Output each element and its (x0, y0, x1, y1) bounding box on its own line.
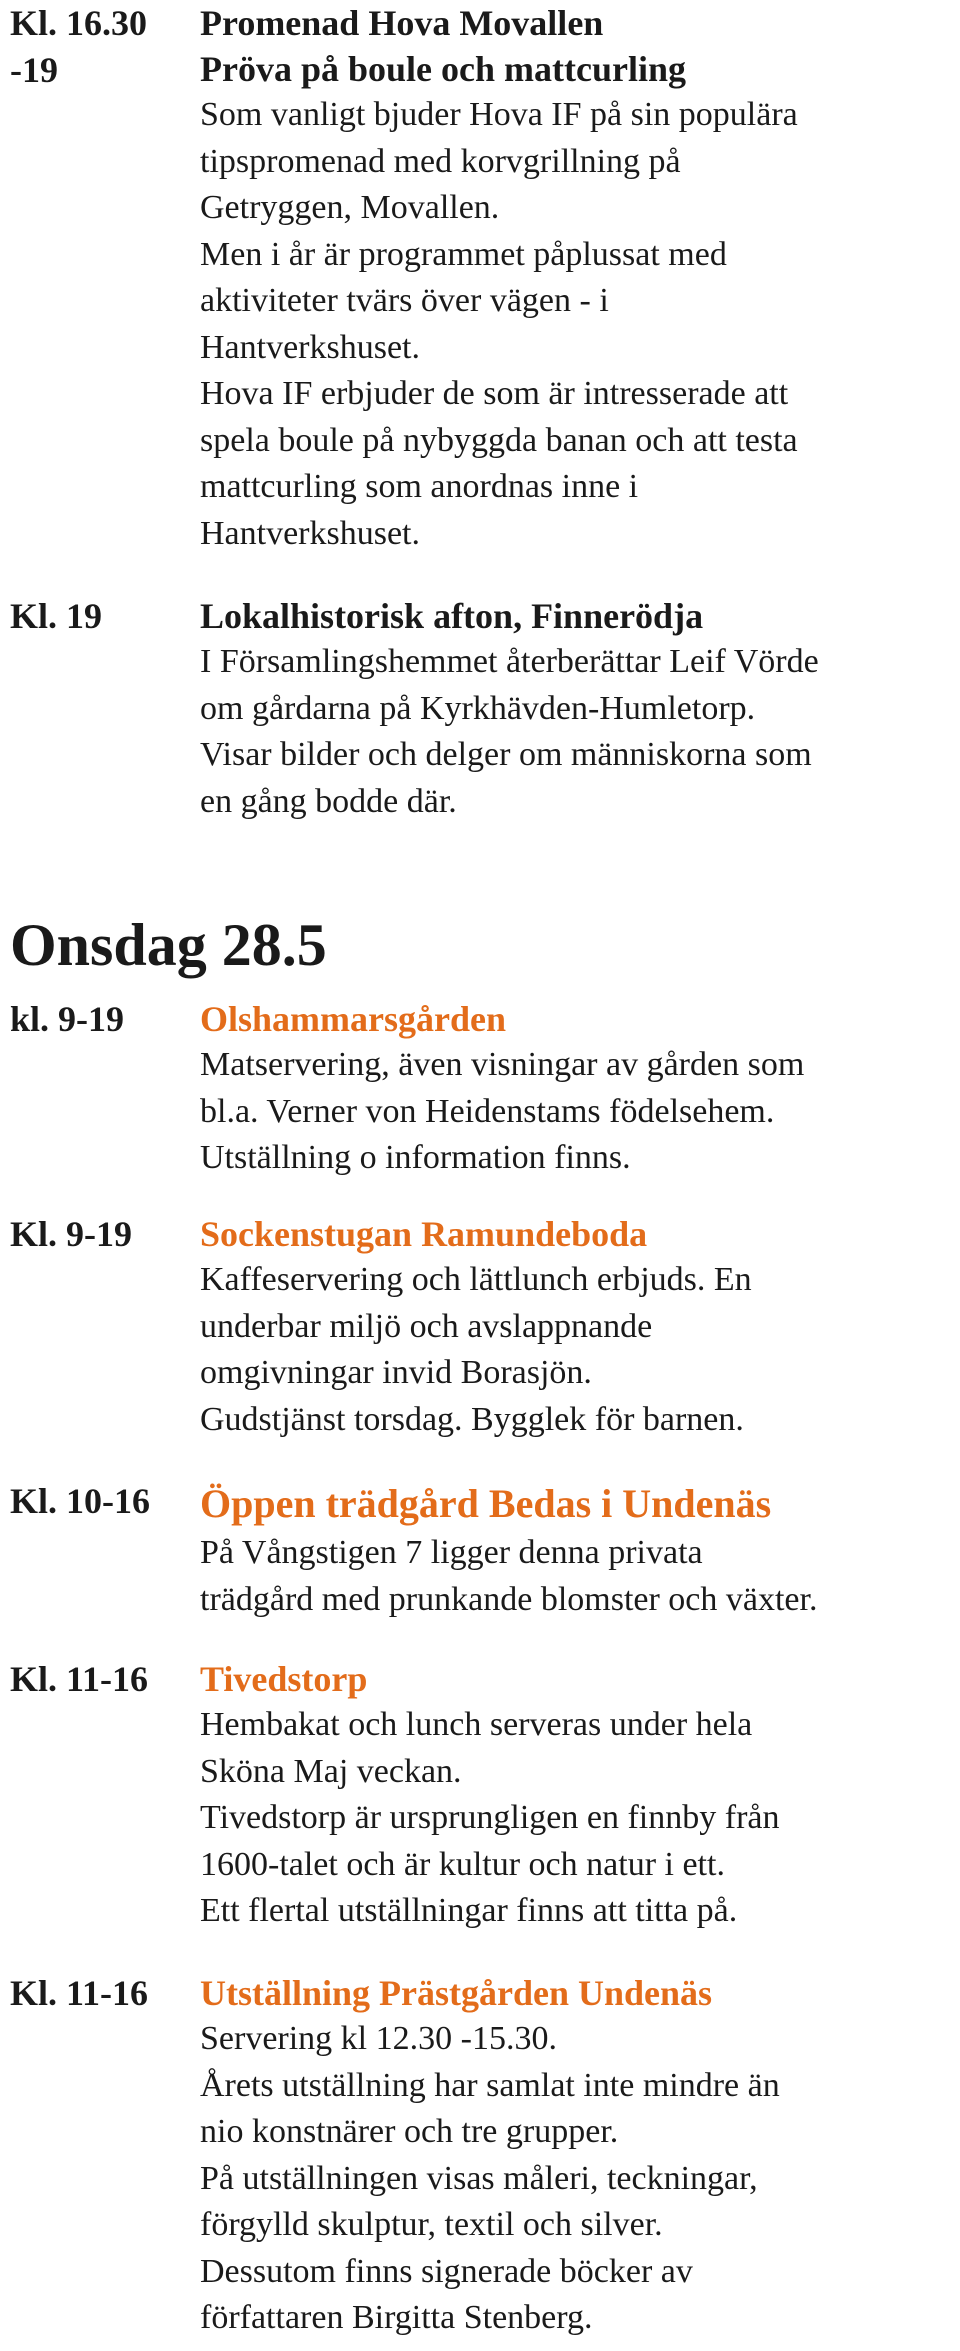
event-title: Öppen trädgård Bedas i Undenäs (200, 1481, 772, 1526)
description-line: underbar miljö och avslappnande (200, 1307, 653, 1345)
event-content (200, 1970, 960, 2342)
description-line: om gårdarna på Kyrkhävden-Humletorp. (200, 689, 756, 727)
description-line: Årets utställning har samlat inte mindre än (200, 2066, 780, 2104)
description-line: Sköna Maj veckan. (200, 1752, 462, 1790)
description-line: Visar bilder och delger om människorna som (200, 736, 812, 773)
event-title: Olshammarsgården (200, 999, 506, 1039)
description-line: Dessutom finns signerade böcker av (200, 2252, 693, 2290)
event-time: Kl. 9-19 (10, 1214, 132, 1254)
description-line: trädgård med prunkande blomster och växter. (200, 1580, 818, 1618)
event-description (200, 1042, 960, 1182)
event-title: Promenad Hova Movallen Pröva på boule och mattcurling (200, 3, 686, 89)
description-line: Kaffeservering och lättlunch erbjuds. En (200, 1261, 752, 1298)
description-line: Gudstjänst torsdag. Bygglek för barnen. (200, 1400, 744, 1438)
description-line: en gång bodde där. (200, 782, 457, 820)
description-line: tipspromenad med korvgrillning på (200, 142, 681, 180)
event-content (200, 1656, 960, 1935)
event-time: kl. 9-19 (10, 999, 125, 1039)
event-content (200, 593, 960, 825)
event-title: Tivedstorp (200, 1659, 368, 1699)
description-line: Servering kl 12.30 -15.30. (200, 2020, 557, 2057)
event-time: Kl. 16.30 -19 (10, 3, 148, 90)
event-description (200, 1257, 960, 1443)
event-time: Kl. 10-16 (10, 1481, 150, 1521)
description-line: Hembakat och lunch serveras under hela (200, 1706, 753, 1743)
event-description (200, 639, 960, 825)
description-line: Hantverkshuset. (200, 328, 421, 366)
description-line: förgylld skulptur, textil och silver. (200, 2206, 663, 2243)
description-line: Hova IF erbjuder de som är intresserade att (200, 375, 789, 412)
description-line: Men i år är programmet påplussat med (200, 235, 727, 273)
description-line: bl.a. Verner von Heidenstams födelsehem. (200, 1092, 775, 1130)
event-description (200, 1702, 960, 1935)
description-line: nio konstnärer och tre grupper. (200, 2113, 619, 2150)
description-line: Hantverkshuset. (200, 514, 421, 552)
event-description (200, 2016, 960, 2342)
event-description (200, 92, 960, 557)
event-content (200, 996, 960, 1182)
description-line: spela boule på nybyggda banan och att testa (200, 421, 798, 459)
event-title: Utställning Prästgården Undenäs (200, 1973, 713, 2013)
event-content (200, 1211, 960, 1443)
event-time: Kl. 19 (10, 596, 103, 636)
description-line: På utställningen visas måleri, teckningar, (200, 2159, 758, 2197)
description-line: Matservering, även visningar av gården som (200, 1046, 805, 1083)
event-content (200, 0, 960, 557)
description-line: författaren Birgitta Stenberg. (200, 2299, 593, 2336)
description-line: Ett flertal utställningar finns att titta på. (200, 1892, 738, 1929)
description-line: Som vanligt bjuder Hova IF på sin populära (200, 96, 798, 133)
description-line: I Församlingshemmet återberättar Leif Vörde (200, 643, 819, 680)
description-line: omgivningar invid Borasjön. (200, 1354, 592, 1391)
event-content (200, 1478, 960, 1623)
description-line: 1600-talet och är kultur och natur i ett. (200, 1845, 725, 1883)
description-line: På Vångstigen 7 ligger denna privata (200, 1534, 703, 1571)
description-line: Getryggen, Movallen. (200, 189, 500, 226)
description-line: Tivedstorp är ursprungligen en finnby från (200, 1799, 780, 1836)
day-heading: Onsdag 28.5 (10, 912, 327, 978)
description-line: Utställning o information finns. (200, 1139, 631, 1176)
event-description (200, 1530, 960, 1623)
event-title: Sockenstugan Ramundeboda (200, 1214, 648, 1254)
event-title: Lokalhistorisk afton, Finnerödja (200, 596, 704, 636)
description-line: mattcurling som anordnas inne i (200, 468, 639, 505)
event-time: Kl. 11-16 (10, 1659, 149, 1699)
description-line: aktiviteter tvärs över vägen - i (200, 282, 609, 319)
event-time: Kl. 11-16 (10, 1973, 149, 2013)
